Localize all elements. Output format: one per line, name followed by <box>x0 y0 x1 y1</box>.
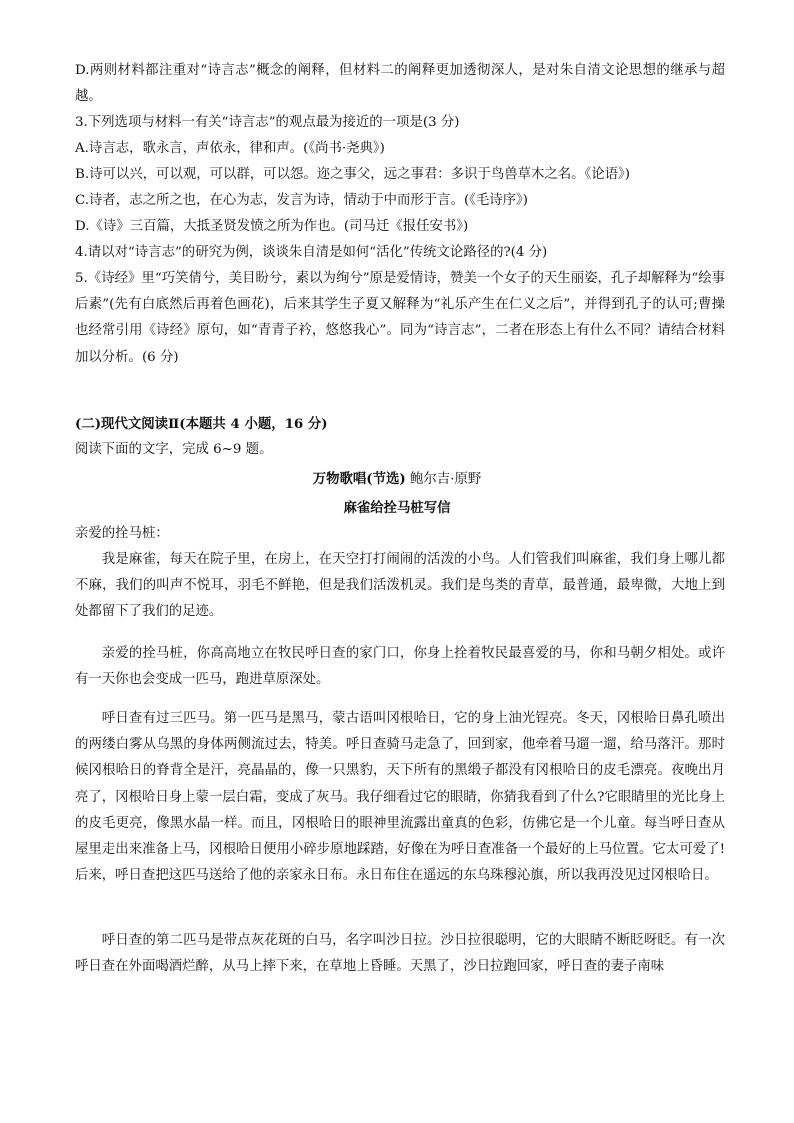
q3-option-c: C.诗者，志之所之也，在心为志，发言为诗，情动于中而形于言。(《毛诗序》) <box>75 193 528 208</box>
q2-option-d: D.两则材料都注重对“诗言志”概念的阐释，但材料二的阐释更加透彻深人，是对朱自清文论思想的继承与超越。 <box>75 63 725 105</box>
passage-title: 万物歌唱(节选) <box>312 471 406 487</box>
q3-option-a: A.诗言志，歌永言，声依永，律和声。(《尚书·尧典》) <box>75 141 385 156</box>
passage-subtitle: 麻雀给拴马桩写信 <box>343 500 451 516</box>
q3-option-b: B.诗可以兴，可以观，可以群，可以怨。迩之事父，远之事君：多识于鸟兽草木之名。《论语》) <box>75 167 630 182</box>
letter-salutation: 亲爱的拴马桩： <box>75 526 169 541</box>
passage-paragraph: 呼日查有过三匹马。第一匹马是黑马，蒙古语叫冈根哈日，它的身上油光锃亮。冬天，冈根哈日鼻孔喷出的两缕白雾从乌黑的身体两侧流过去，特美。呼日查骑马走急了，回到家，他牵着马遛一遛，给马落汗。那时候冈根哈日的脊背全是汗，亮晶晶的，像一只黑豹，天下所有的黑缎子都没有冈根哈日的皮毛漂亮。夜晚出月亮了，冈根哈日身上蒙一层白霜，变成了灰马。我仔细看过它的眼睛，你猜我看到了什么?它眼睛里的光比身上的皮毛更亮，像黑水晶一样。而且，冈根哈日的眼神里流露出童真的色彩，仿佛它是一个儿童。每当呼日查从屋里走出来准备上马，冈根哈日便用小碎步原地踩踏，好像在为呼日查准备一个最好的上马位置。它太可爱了!后来，呼日查把这匹马送给了他的亲家永日布。永日布住在遥远的东乌珠穆沁旗，所以我再没见过冈根哈日。 <box>75 711 725 884</box>
q3-option-d: D.《诗》三百篇，大抵圣贤发愤之所为作也。(司马迁《报任安书》) <box>75 219 469 234</box>
passage-title-line <box>0 467 794 492</box>
q3-stem: 3.下列选项与材料一有关“诗言志”的观点最为接近的一项是(3 分) <box>75 115 460 130</box>
question-5: 5.《诗经》里“巧笑倩兮，美目盼兮，素以为绚兮”原是爱情诗，赞美一个女子的天生丽姿，孔子却解释为“绘事后素”(先有白底然后再着色画花)，后来其学生子夏又解释为“礼乐产生在仁义之后”，并得到孔子的认可;曹操也经常引用《诗经》原句，如“青青子衿，悠悠我心”。同为“诗言志”，二者在形态上有什么不同？请结合材料加以分析。(6 分) <box>75 271 725 365</box>
passage-paragraph: 我是麻雀，每天在院子里，在房上，在天空打打闹闹的活泼的小鸟。人们管我们叫麻雀，我们身上哪儿都不麻，我们的叫声不悦耳，羽毛不鲜艳，但是我们活泼机灵。我们是鸟类的青草，最普通，最卑微，大地上到处都留下了我们的足迹。 <box>75 552 725 620</box>
passage-paragraph: 呼日查的第二匹马是带点灰花斑的白马，名字叫沙日拉。沙日拉很聪明，它的大眼睛不断眨呀眨。有一次呼日查在外面喝酒烂醉，从马上摔下来，在草地上昏睡。天黑了，沙日拉跑回家，呼日查的妻子南味 <box>75 933 725 975</box>
section-instruction: 阅读下面的文字，完成 6~9 题。 <box>75 442 273 457</box>
passage-author: 鲍尔吉·原野 <box>410 472 482 487</box>
section-heading: (二)现代文阅读Ⅱ(本题共 4 小题，16 分) <box>75 416 328 432</box>
passage-paragraph: 亲爱的拴马桩，你高高地立在牧民呼日查的家门口，你身上拴着牧民最喜爱的马，你和马朝夕相处。或许有一天你也会变成一匹马，跑进草原深处。 <box>75 646 725 688</box>
question-4: 4.请以对“诗言志”的研究为例，谈谈朱自清是如何“活化”传统文论路径的?(4 分) <box>75 245 548 260</box>
